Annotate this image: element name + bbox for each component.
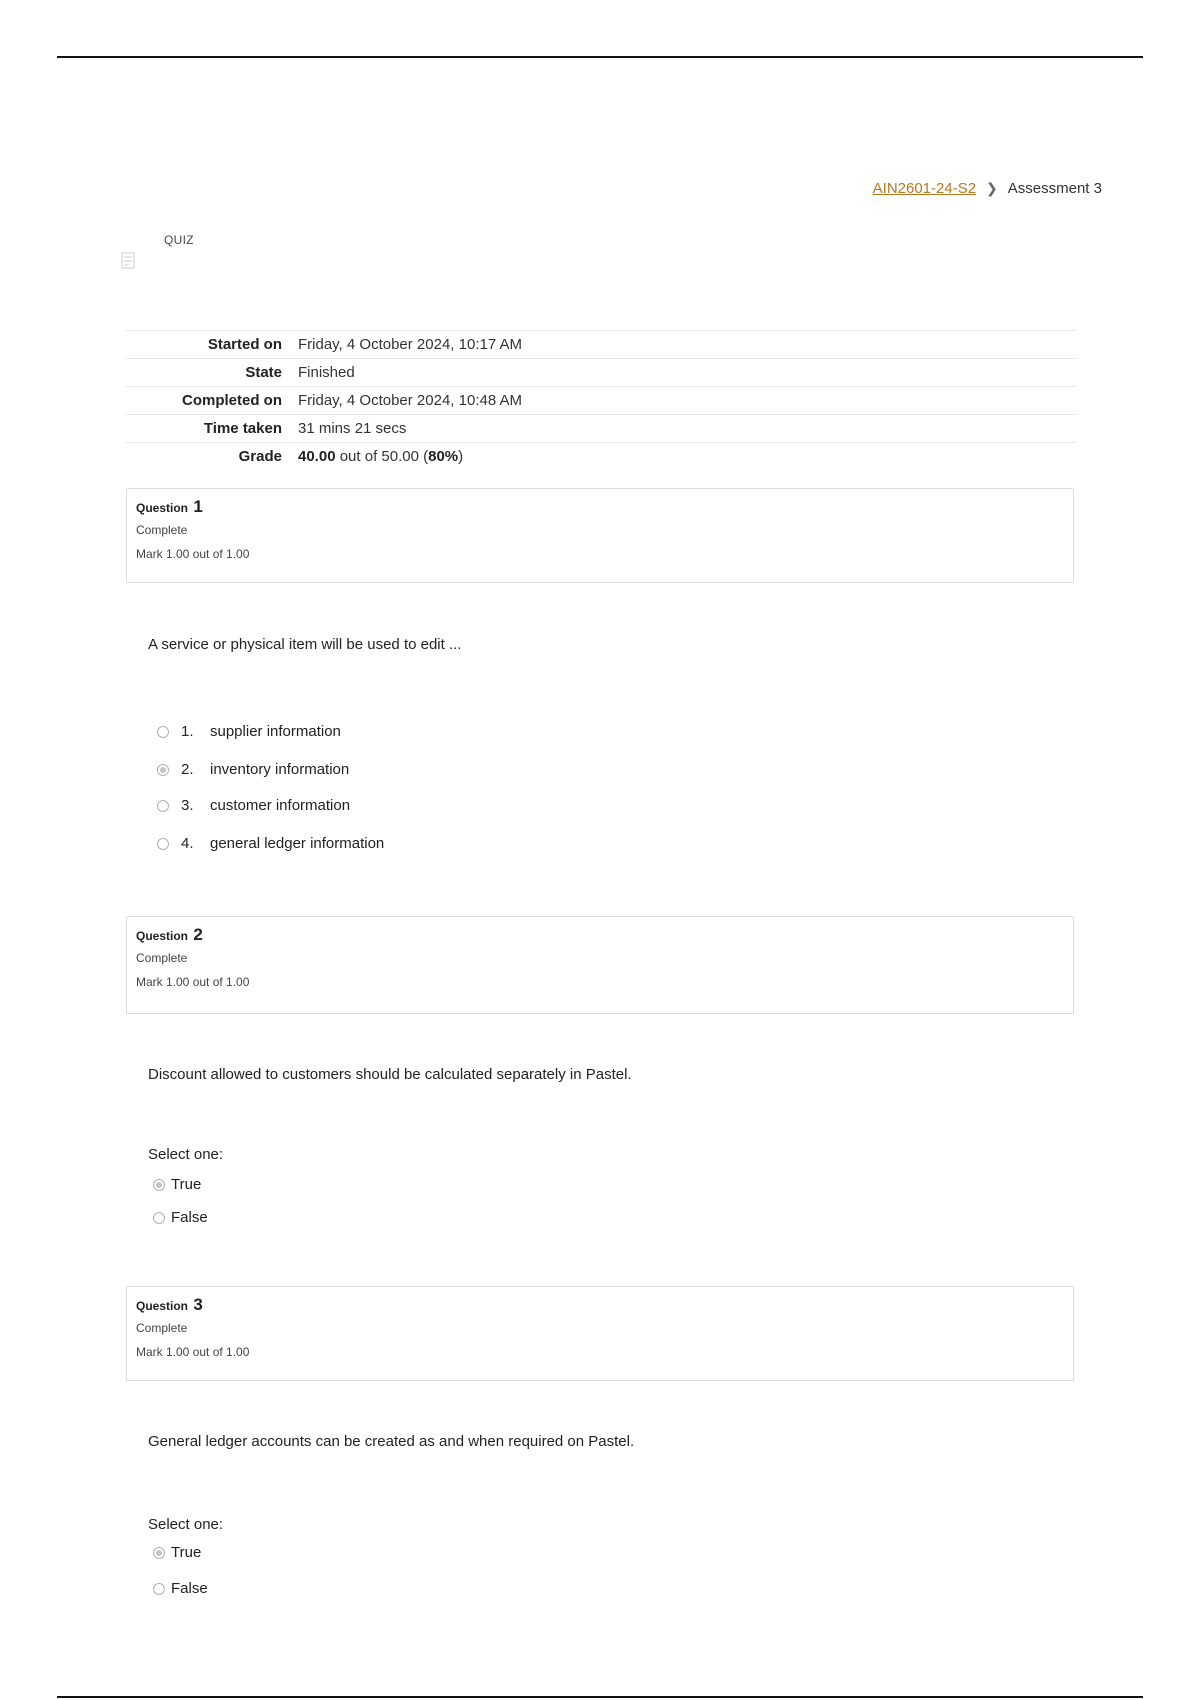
answer-true[interactable] bbox=[153, 1544, 201, 1561]
question-label: Question bbox=[136, 929, 189, 943]
answer-text: customer information bbox=[210, 797, 351, 814]
answer-option-3[interactable] bbox=[157, 797, 350, 814]
answer-option-4[interactable] bbox=[157, 835, 384, 852]
radio-button-selected[interactable] bbox=[157, 764, 169, 776]
radio-button[interactable] bbox=[157, 838, 169, 850]
question-text-3: General ledger accounts can be created as and when required on Pastel. bbox=[148, 1433, 635, 1450]
question-number bbox=[136, 1295, 1064, 1315]
answer-false[interactable] bbox=[153, 1580, 208, 1597]
answer-text: True bbox=[171, 1544, 202, 1561]
chevron-right-icon: ❯ bbox=[986, 180, 998, 196]
radio-button-selected[interactable] bbox=[153, 1179, 165, 1191]
question-info-1 bbox=[126, 488, 1074, 583]
question-number-value: 3 bbox=[193, 1295, 203, 1314]
breadcrumb-current-page: Assessment 3 bbox=[1007, 180, 1102, 197]
question-number bbox=[136, 925, 1064, 945]
breadcrumb bbox=[873, 180, 1102, 197]
completed-on-label: Completed on bbox=[182, 392, 282, 409]
answer-option-2[interactable] bbox=[157, 761, 349, 778]
question-number-value: 2 bbox=[193, 925, 203, 944]
activity-type-label: QUIZ bbox=[164, 233, 194, 247]
radio-button[interactable] bbox=[153, 1583, 165, 1595]
state-label: State bbox=[245, 364, 282, 381]
answer-text: False bbox=[171, 1209, 208, 1226]
question-label: Question bbox=[136, 1299, 189, 1313]
radio-button[interactable] bbox=[157, 726, 169, 738]
summary-row-completed bbox=[126, 387, 1076, 415]
grade-percent: 80% bbox=[428, 448, 459, 465]
summary-row-grade bbox=[126, 443, 1076, 471]
time-taken-value: 31 mins 21 secs bbox=[298, 420, 407, 437]
answer-option-1[interactable] bbox=[157, 723, 341, 740]
answer-number: 2. bbox=[181, 761, 194, 778]
question-number-value: 1 bbox=[193, 497, 203, 516]
question-mark: Mark 1.00 out of 1.00 bbox=[136, 547, 250, 561]
grade-label: Grade bbox=[238, 448, 282, 465]
grade-score: 40.00 bbox=[298, 448, 336, 465]
answer-number: 1. bbox=[181, 723, 194, 740]
select-one-prompt: Select one: bbox=[148, 1146, 224, 1163]
answer-number: 3. bbox=[181, 797, 194, 814]
question-text-2: Discount allowed to customers should be calculated separately in Pastel. bbox=[148, 1066, 632, 1083]
question-state: Complete bbox=[136, 523, 188, 537]
top-rule bbox=[57, 56, 1143, 58]
attempt-summary-table bbox=[126, 330, 1076, 470]
state-value: Finished bbox=[298, 364, 355, 381]
question-number bbox=[136, 497, 1064, 517]
radio-button[interactable] bbox=[153, 1212, 165, 1224]
question-mark: Mark 1.00 out of 1.00 bbox=[136, 1345, 250, 1359]
started-on-value: Friday, 4 October 2024, 10:17 AM bbox=[298, 336, 523, 353]
completed-on-value: Friday, 4 October 2024, 10:48 AM bbox=[298, 392, 523, 409]
quiz-document-icon bbox=[121, 252, 137, 270]
radio-button[interactable] bbox=[157, 800, 169, 812]
question-info-3 bbox=[126, 1286, 1074, 1381]
summary-row-time bbox=[126, 415, 1076, 443]
answer-true[interactable] bbox=[153, 1176, 201, 1193]
summary-row-state bbox=[126, 359, 1076, 387]
answer-text: False bbox=[171, 1580, 208, 1597]
question-label: Question bbox=[136, 501, 189, 515]
summary-row-started bbox=[126, 331, 1076, 359]
breadcrumb-course-link[interactable]: AIN2601-24-S2 bbox=[872, 180, 977, 197]
started-on-label: Started on bbox=[207, 336, 282, 353]
answer-false[interactable] bbox=[153, 1209, 208, 1226]
question-mark: Mark 1.00 out of 1.00 bbox=[136, 975, 250, 989]
radio-button-selected[interactable] bbox=[153, 1547, 165, 1559]
answer-text: general ledger information bbox=[210, 835, 385, 852]
select-one-prompt: Select one: bbox=[148, 1516, 224, 1533]
time-taken-label: Time taken bbox=[203, 420, 282, 437]
question-state: Complete bbox=[136, 951, 188, 965]
bottom-rule bbox=[57, 1696, 1143, 1698]
question-state: Complete bbox=[136, 1321, 188, 1335]
answer-text: True bbox=[171, 1176, 202, 1193]
question-text-1: A service or physical item will be used to edit ... bbox=[148, 636, 462, 653]
answer-number: 4. bbox=[181, 835, 194, 852]
grade-close: ) bbox=[458, 448, 464, 465]
answer-text: inventory information bbox=[210, 761, 350, 778]
grade-value bbox=[298, 443, 1076, 471]
question-info-2 bbox=[126, 916, 1074, 1014]
grade-out-of: out of 50.00 ( bbox=[335, 448, 429, 465]
answer-text: supplier information bbox=[210, 723, 341, 740]
